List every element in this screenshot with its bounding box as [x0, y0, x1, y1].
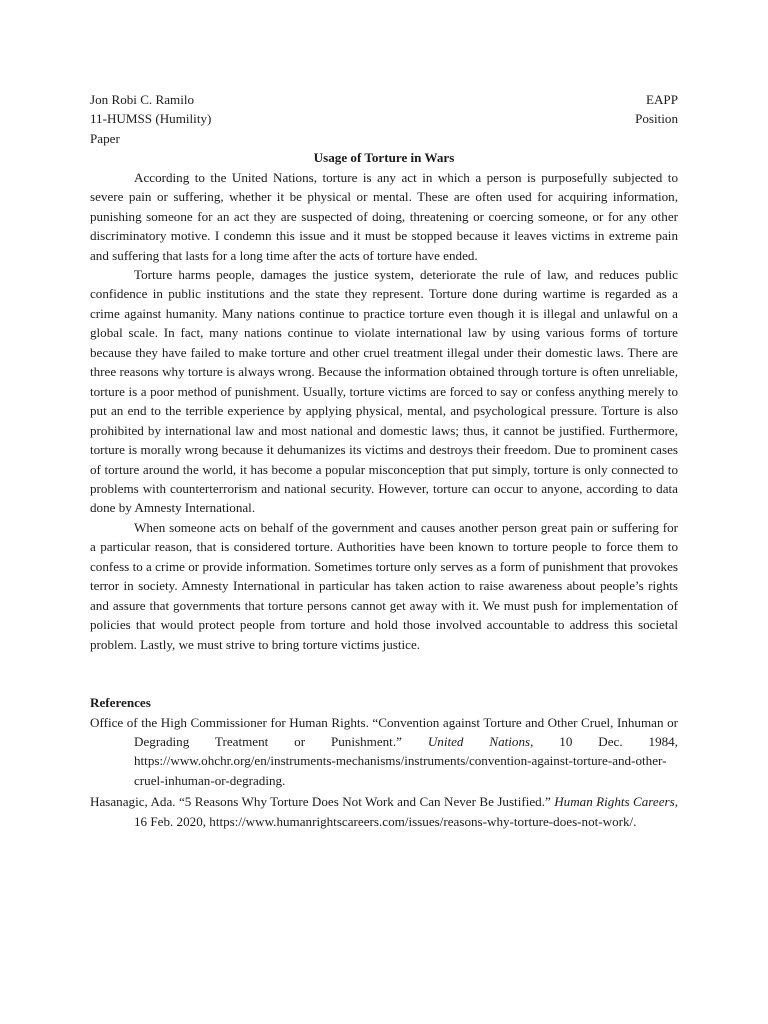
- references-heading: References: [90, 695, 151, 711]
- document-type: Position: [635, 111, 678, 127]
- paragraph-3: When someone acts on behalf of the government and causes another person great pain or suffering for a particular reason, that is considered torture. Authorities have been known to torture people to force them to confess to a crime or provide information. Sometimes torture only serves as a form of punishment that provokes terror in society. Amnesty International in particular has taken action to raise awareness about people’s rights and assure that governments that torture persons cannot get away with it. We must push for implementation of policies that would protect people from torture and hold those involved accountable to address this societal problem. Lastly, we must strive to bring torture victims justice.: [90, 519, 678, 652]
- reference-entry-1: [90, 713, 678, 791]
- author-name: Jon Robi C. Ramilo: [90, 92, 195, 107]
- reference-2-source: Human Rights Careers: [554, 794, 675, 810]
- subject-code: EAPP: [645, 92, 678, 107]
- header-row-2: [90, 109, 678, 128]
- document-type-continued: Paper: [90, 130, 120, 146]
- reference-entry-2: [90, 792, 678, 831]
- reference-2-text: Hasanagic, Ada. “5 Reasons Why Torture Does Not Work and Can Never Be Justified.”: [90, 794, 555, 810]
- reference-1-text: Office of the High Commissioner for Human Rights. “Convention against Torture and Other Cruel, Inhuman or Degrading Treatment or Punishment.”: [90, 714, 678, 749]
- reference-2-details: , 16 Feb. 2020, https://www.humanrightscareers.com/issues/reasons-why-torture-does-not-work/.: [134, 794, 678, 829]
- essay-title: Usage of Torture in Wars: [313, 150, 455, 166]
- reference-1-source: United Nations: [427, 733, 531, 749]
- document-page: [90, 90, 678, 831]
- reference-1-details: , 10 Dec. 1984, https://www.ohchr.org/en/instruments-mechanisms/instruments/convention-against-torture-and-other-cruel-inhuman-or-degrading.: [134, 733, 678, 788]
- paragraph-2: Torture harms people, damages the justice system, deteriorate the rule of law, and reduces public confidence in public institutions and the state they represent. Torture done during wartime is regarded as a crime against humanity. Many nations continue to practice torture even though it is illegal and unlawful on a global scale. In fact, many nations continue to violate international law by using various forms of torture because they have failed to make torture and other cruel treatment illegal under their domestic laws. There are three reasons why torture is always wrong. Because the information obtained through torture is often unreliable, torture is a poor method of punishment. Usually, torture victims are forced to say or confess anything merely to put an end to the terrible experience by applying physical, mental, and psychological pressure. Torture is also prohibited by international law and most national and domestic laws; thus, it cannot be justified. Furthermore, torture is morally wrong because it dehumanizes its victims and destroys their freedom. Due to prominent cases of torture around the world, it has become a popular misconception that put simply, torture is only connected to problems with counterterrorism and national security. However, torture can occur to anyone, according to data done by Amnesty International.: [90, 267, 678, 516]
- header-row-1: [90, 90, 678, 109]
- paragraph-1: According to the United Nations, torture is any act in which a person is purposefully subjected to severe pain or suffering, whether it be physical or mental. These are often used for acquiring information, punishing someone for an act they are suspected of doing, threatening or coercing someone, or for any other discriminatory motive. I condemn this issue and it must be stopped because it leaves victims in extreme pain and suffering that lasts for a long time after the acts of torture have ended.: [90, 169, 678, 263]
- section-name: 11-HUMSS (Humility): [90, 111, 212, 127]
